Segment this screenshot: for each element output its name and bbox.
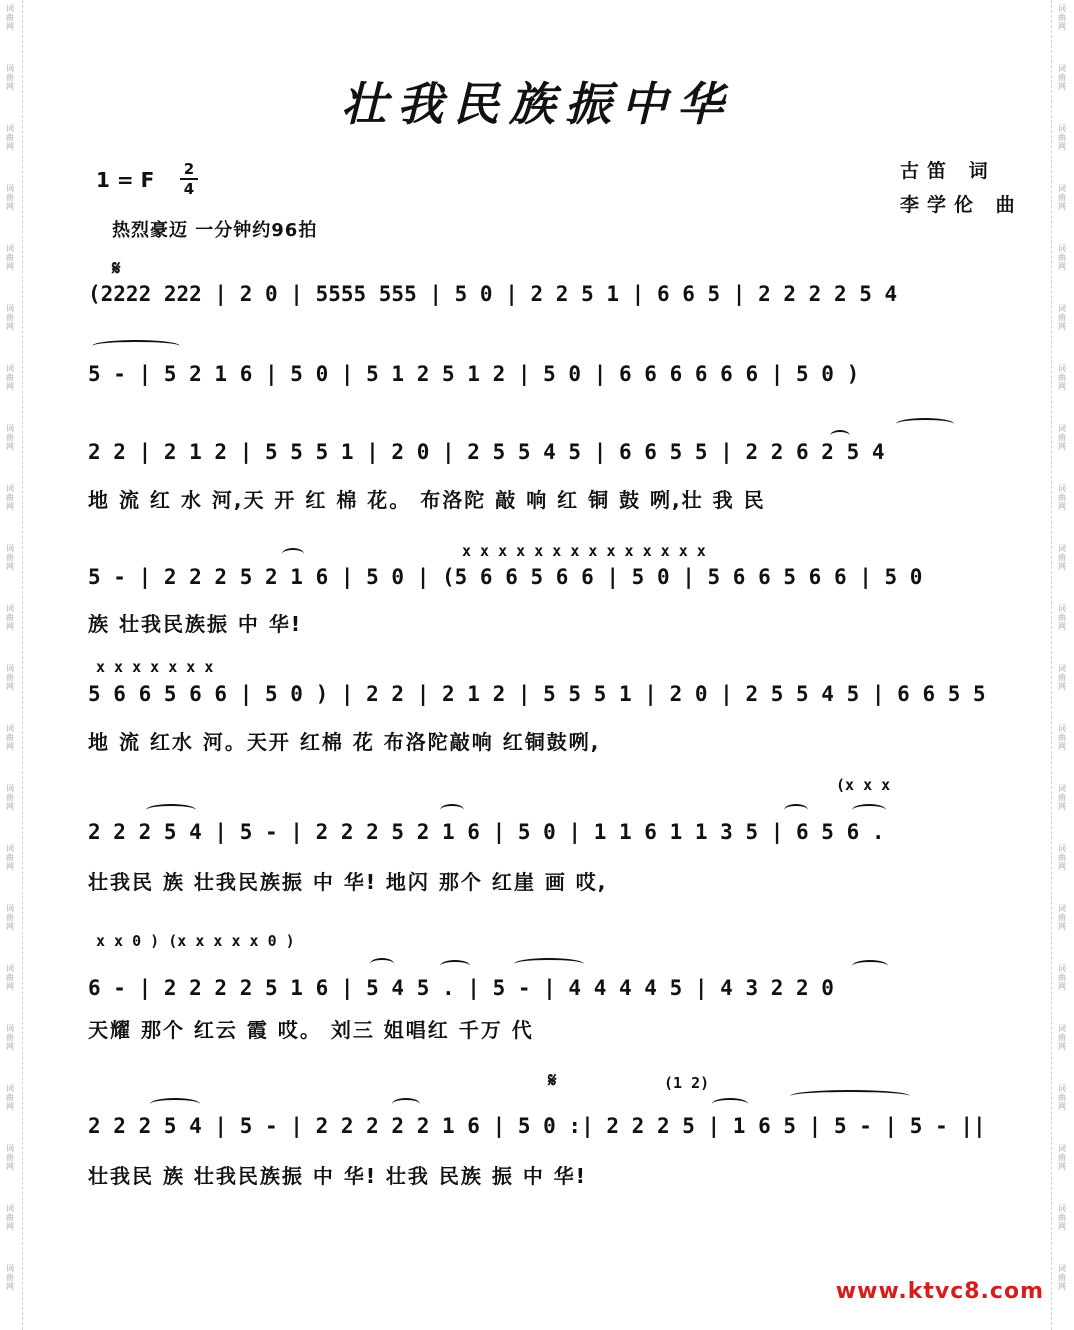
watermark-stamp: 词 曲 网 [6,304,14,331]
watermark-stamp: 词 曲 网 [1058,124,1066,151]
percussion-marks-line-7: x x 0 ) (x x x x x 0 ) [96,932,295,950]
segno-sign-start: 𝄋 [112,256,121,280]
segno-sign-repeat: 𝄋 [548,1068,557,1092]
watermark-stamp: 词 曲 网 [1058,604,1066,631]
score-line-8 [88,1114,988,1144]
watermark-stamp: 词 曲 网 [6,4,14,31]
slur [790,1090,910,1102]
notes-line-4: 5 - | 2 2 2 5 2 1 6 | 5 0 | (5 6 6 5 6 6 | 5 0 | 5 6 6 5 6 6 | 5 0 [88,565,923,589]
notes-line-3: 2 2 | 2 1 2 | 5 5 5 1 | 2 0 | 2 5 5 4 5 | 6 6 5 5 | 2 2 6 2 5 4 [88,440,885,464]
slur [370,958,394,970]
watermark-stamp: 词 曲 网 [6,1024,14,1051]
watermark-stamp: 词 曲 网 [6,784,14,811]
watermark-stamp: 词 曲 网 [1058,664,1066,691]
slur [440,960,470,972]
percussion-marks-line-4: x x x x x x x x x x x x x x [462,542,706,560]
slur [852,804,886,816]
slur [92,340,180,352]
watermark-stamp: 词 曲 网 [1058,544,1066,571]
notes-line-5: 5 6 6 5 6 6 | 5 0 ) | 2 2 | 2 1 2 | 5 5 5 1 | 2 0 | 2 5 5 4 5 | 6 6 5 5 [88,682,986,706]
lyrics-line-5: 地 流 红水 河。天开 红棉 花 布洛陀敲响 红铜鼓咧, [88,730,601,752]
score-line-7 [88,976,988,1006]
watermark-stamp: 词 曲 网 [1058,844,1066,871]
watermark-stamp: 词 曲 网 [1058,184,1066,211]
watermark-stamp: 词 曲 网 [6,364,14,391]
watermark-stamp: 词 曲 网 [1058,244,1066,271]
time-sig-top: 2 [183,160,195,178]
watermark-stamp: 词 曲 网 [1058,424,1066,451]
watermark-stamp: 词 曲 网 [6,124,14,151]
watermark-stamp: 词 曲 网 [6,1084,14,1111]
lyrics-line-6: 壮我民 族 壮我民族振 中 华! 地闪 那个 红崖 画 哎, [88,870,608,892]
watermark-stamp: 词 曲 网 [1058,1264,1066,1291]
watermark-stamp: 词 曲 网 [6,664,14,691]
score-line-3 [88,440,988,470]
notes-line-2: 5 - | 5 2 1 6 | 5 0 | 5 1 2 5 1 2 | 5 0 | 6 6 6 6 6 6 | 5 0 ) [88,362,860,386]
lyrics-line-8: 壮我民 族 壮我民族振 中 华! 壮我 民族 振 中 华! [88,1164,587,1186]
watermark-stamp: 词 曲 网 [1058,1024,1066,1051]
score-line-6 [88,820,988,850]
watermark-stamp: 词 曲 网 [1058,484,1066,511]
slur [784,804,808,816]
score-line-4 [88,565,988,595]
watermark-stamp: 词 曲 网 [1058,724,1066,751]
key-signature: 1 = F [96,168,155,192]
slur [514,958,584,970]
tempo-marking: 热烈豪迈 一分钟约96拍 [112,220,318,241]
watermark-stamp: 词 曲 网 [6,1144,14,1171]
slur [146,804,196,816]
percussion-marks-line-6: (x x x [836,776,891,794]
composer-credit: 李学伦 曲 [900,194,1023,216]
watermark-stamp: 词 曲 网 [1058,1144,1066,1171]
slur [896,418,954,430]
watermark-stamp: 词 曲 网 [1058,784,1066,811]
watermark-stamp: 词 曲 网 [6,244,14,271]
watermark-stamp: 词 曲 网 [6,1264,14,1291]
website-logo [836,1279,1044,1304]
song-title: 壮我民族振中华 [341,77,733,131]
notes-line-1: (2222 222 | 2 0 | 5555 555 | 5 0 | 2 2 5 1 | 6 6 5 | 2 2 2 2 5 4 [88,282,898,306]
percussion-marks-line-5: x x x x x x x [96,658,214,676]
slur [150,1098,200,1110]
right-watermark-strip [1051,0,1074,1330]
score-line-5 [88,682,988,712]
watermark-stamp: 词 曲 网 [6,484,14,511]
watermark-stamp: 词 曲 网 [6,544,14,571]
watermark-stamp: 词 曲 网 [1058,1204,1066,1231]
watermark-stamp: 词 曲 网 [6,904,14,931]
watermark-stamp: 词 曲 网 [1058,4,1066,31]
slur [282,548,304,560]
watermark-stamp: 词 曲 网 [1058,64,1066,91]
watermark-stamp: 词 曲 网 [1058,964,1066,991]
watermark-stamp: 词 曲 网 [1058,304,1066,331]
slur [830,430,850,442]
time-sig-bottom: 4 [183,180,195,198]
notes-line-6: 2 2 2 5 4 | 5 - | 2 2 2 5 2 1 6 | 5 0 | 1 1 6 1 1 3 5 | 6 5 6 . [88,820,885,844]
slur [712,1098,748,1110]
watermark-stamp: 词 曲 网 [1058,364,1066,391]
watermark-stamp: 词 曲 网 [1058,1084,1066,1111]
watermark-stamp: 词 曲 网 [6,64,14,91]
lyrics-line-7: 天耀 那个 红云 霞 哎。 刘三 姐唱红 千万 代 [88,1018,534,1040]
slur [392,1098,420,1110]
watermark-stamp: 词 曲 网 [6,844,14,871]
watermark-stamp: 词 曲 网 [6,424,14,451]
notes-line-7: 6 - | 2 2 2 2 5 1 6 | 5 4 5 . | 5 - | 4 4 4 4 5 | 4 3 2 2 0 [88,976,834,1000]
watermark-stamp: 词 曲 网 [6,1204,14,1231]
slur [440,804,464,816]
score-line-2 [88,362,988,392]
lyrics-line-4: 族 壮我民族振 中 华! [88,612,303,634]
website-logo-text: www.ktvc8.com [835,1279,1044,1304]
watermark-stamp: 词 曲 网 [1058,904,1066,931]
watermark-stamp: 词 曲 网 [6,724,14,751]
score-line-1 [88,282,988,312]
slur [852,960,888,972]
lyrics-line-3: 地 流 红 水 河,天 开 红 棉 花。 布洛陀 敲 响 红 铜 鼓 咧,壮 我 民 [88,488,766,510]
watermark-stamp: 词 曲 网 [6,604,14,631]
watermark-stamp: 词 曲 网 [6,184,14,211]
watermark-stamp: 词 曲 网 [6,964,14,991]
notes-line-8: 2 2 2 5 4 | 5 - | 2 2 2 2 2 1 6 | 5 0 :| 2 2 2 5 | 1 6 5 | 5 - | 5 - || [88,1114,986,1138]
left-watermark-strip [0,0,23,1330]
time-signature [178,160,200,198]
ossia-notes-line-8: (1 2) [664,1074,710,1092]
lyricist-credit: 古笛 词 [900,160,996,182]
